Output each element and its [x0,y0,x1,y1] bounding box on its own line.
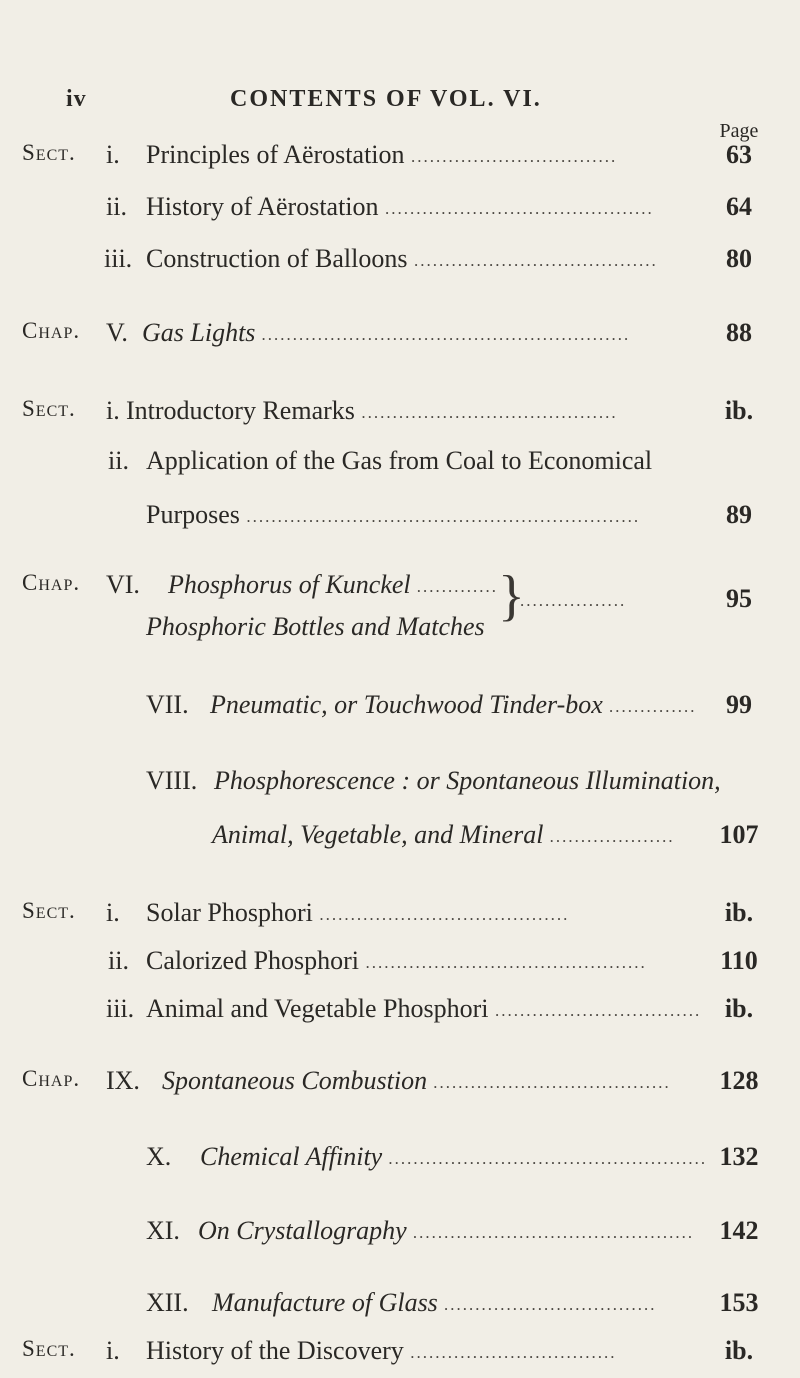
entry-title: Manufacture of Glass [212,1288,438,1317]
toc-entry: ii. History of Aërostation ........................................... 64 [0,192,800,232]
toc-entry: Chap. V. Gas Lights ........................................................... 88 [0,318,800,358]
entry-title: Solar Phosphori [146,898,313,927]
entry-number: X. [146,1142,172,1171]
entry-number: ii. [106,192,127,221]
entry-title: Pneumatic, or Touchwood Tinder-box [210,690,603,719]
entry-page: 80 [726,244,752,273]
entry-title: Construction of Balloons [146,244,408,273]
entry-number: i. [106,396,120,425]
entry-page: 88 [726,318,752,347]
page-column-label: Page [719,120,759,142]
entry-number: ii. [108,446,129,475]
entry-number: V. [106,318,128,347]
entry-title: Animal, Vegetable, and Mineral [212,820,544,849]
entry-page: 128 [719,1066,759,1095]
entry-page: 153 [719,1288,759,1317]
entry-page: 95 [726,584,752,613]
toc-entry: Sect. i. Solar Phosphori ........................................ ib. [0,898,800,938]
entry-title: Principles of Aërostation [146,140,405,169]
entry-lead: Sect. [22,396,76,421]
entry-lead: Sect. [22,140,76,165]
entry-number: VI. [106,570,140,599]
toc-entry: XII. Manufacture of Glass .................................. 153 [0,1288,800,1328]
toc-entry [0,446,800,486]
entry-lead: Sect. [22,1336,76,1361]
entry-page: ib. [724,994,754,1023]
entry-title: Gas Lights [142,318,256,347]
toc-entry: Sect. i. Introductory Remarks ......................................... ib. [0,396,800,436]
entry-title: Spontaneous Combustion [162,1066,428,1095]
toc-entry: ii. Calorized Phosphori ............................................. 110 [0,946,800,986]
running-title: CONTENTS OF VOL. VI. [230,86,542,112]
entry-number: i. [106,140,120,169]
entry-title: Application of the Gas from Coal to Economical [146,446,653,475]
entry-title: History of the Discovery [146,1336,404,1365]
entry-title: Calorized Phosphori [146,946,360,975]
entry-title: Phosphoric Bottles and Matches [146,612,485,641]
toc-entry: Sect. i. Principles of Aërostation ................................. 63 [0,140,800,180]
entry-number: ii. [108,946,129,975]
entry-title: History of Aërostation [146,192,379,221]
entry-page: ib. [724,396,754,425]
entry-title: Purposes [146,500,240,529]
entry-page: 107 [719,820,759,849]
entry-page: 142 [719,1216,759,1245]
entry-lead: Chap. [22,570,81,595]
entry-number: iii. [106,994,135,1023]
entry-title: Phosphorescence : or Spontaneous Illumination, [214,766,721,795]
entry-page: 64 [726,192,752,221]
entry-lead: Chap. [22,1066,81,1091]
toc-entry [0,766,800,806]
entry-title: On Crystallography [198,1216,407,1245]
entry-number: IX. [106,1066,140,1095]
entry-number: iii. [104,244,133,273]
entry-number: XII. [146,1288,189,1317]
entry-page: 132 [719,1142,759,1171]
toc-entry: Chap. VI. Phosphorus of Kunckel ............. } ................. 95 [0,570,800,610]
entry-page: ib. [724,898,754,927]
toc-entry: X. Chemical Affinity ................................................... 132 [0,1142,800,1182]
toc-entry: iii. Construction of Balloons ....................................... 80 [0,244,800,284]
toc-entry: VII. Pneumatic, or Touchwood Tinder-box .............. 99 [0,690,800,730]
toc-entry: Sect. i. History of the Discovery ................................. ib. [0,1336,800,1376]
entry-page: 89 [726,500,752,529]
entry-number: i. [106,1336,120,1365]
toc-entry [0,612,800,652]
toc-entry: Purposes ............................................................... 89 [0,500,800,540]
entry-page: ib. [724,1336,754,1365]
entry-title: Chemical Affinity [200,1142,383,1171]
entry-lead: Chap. [22,318,81,343]
entry-page: 99 [726,690,752,719]
page-number: iv [66,86,87,112]
entry-title: Introductory Remarks [126,396,355,425]
toc-entry: Animal, Vegetable, and Mineral .................... 107 [0,820,800,860]
entry-page: 63 [726,140,752,169]
toc-entry: XI. On Crystallography ............................................. 142 [0,1216,800,1256]
entry-number: i. [106,898,120,927]
entry-title: Animal and Vegetable Phosphori [146,994,489,1023]
entry-number: VII. [146,690,189,719]
entry-page: 110 [720,946,758,975]
entry-number: XI. [146,1216,180,1245]
entry-title: Phosphorus of Kunckel [168,570,411,599]
toc-entry: Chap. IX. Spontaneous Combustion ...................................... 128 [0,1066,800,1106]
entry-number: VIII. [146,766,198,795]
brace-icon: } [498,565,525,627]
toc-entry: iii. Animal and Vegetable Phosphori ................................. ib. [0,994,800,1034]
entry-lead: Sect. [22,898,76,923]
